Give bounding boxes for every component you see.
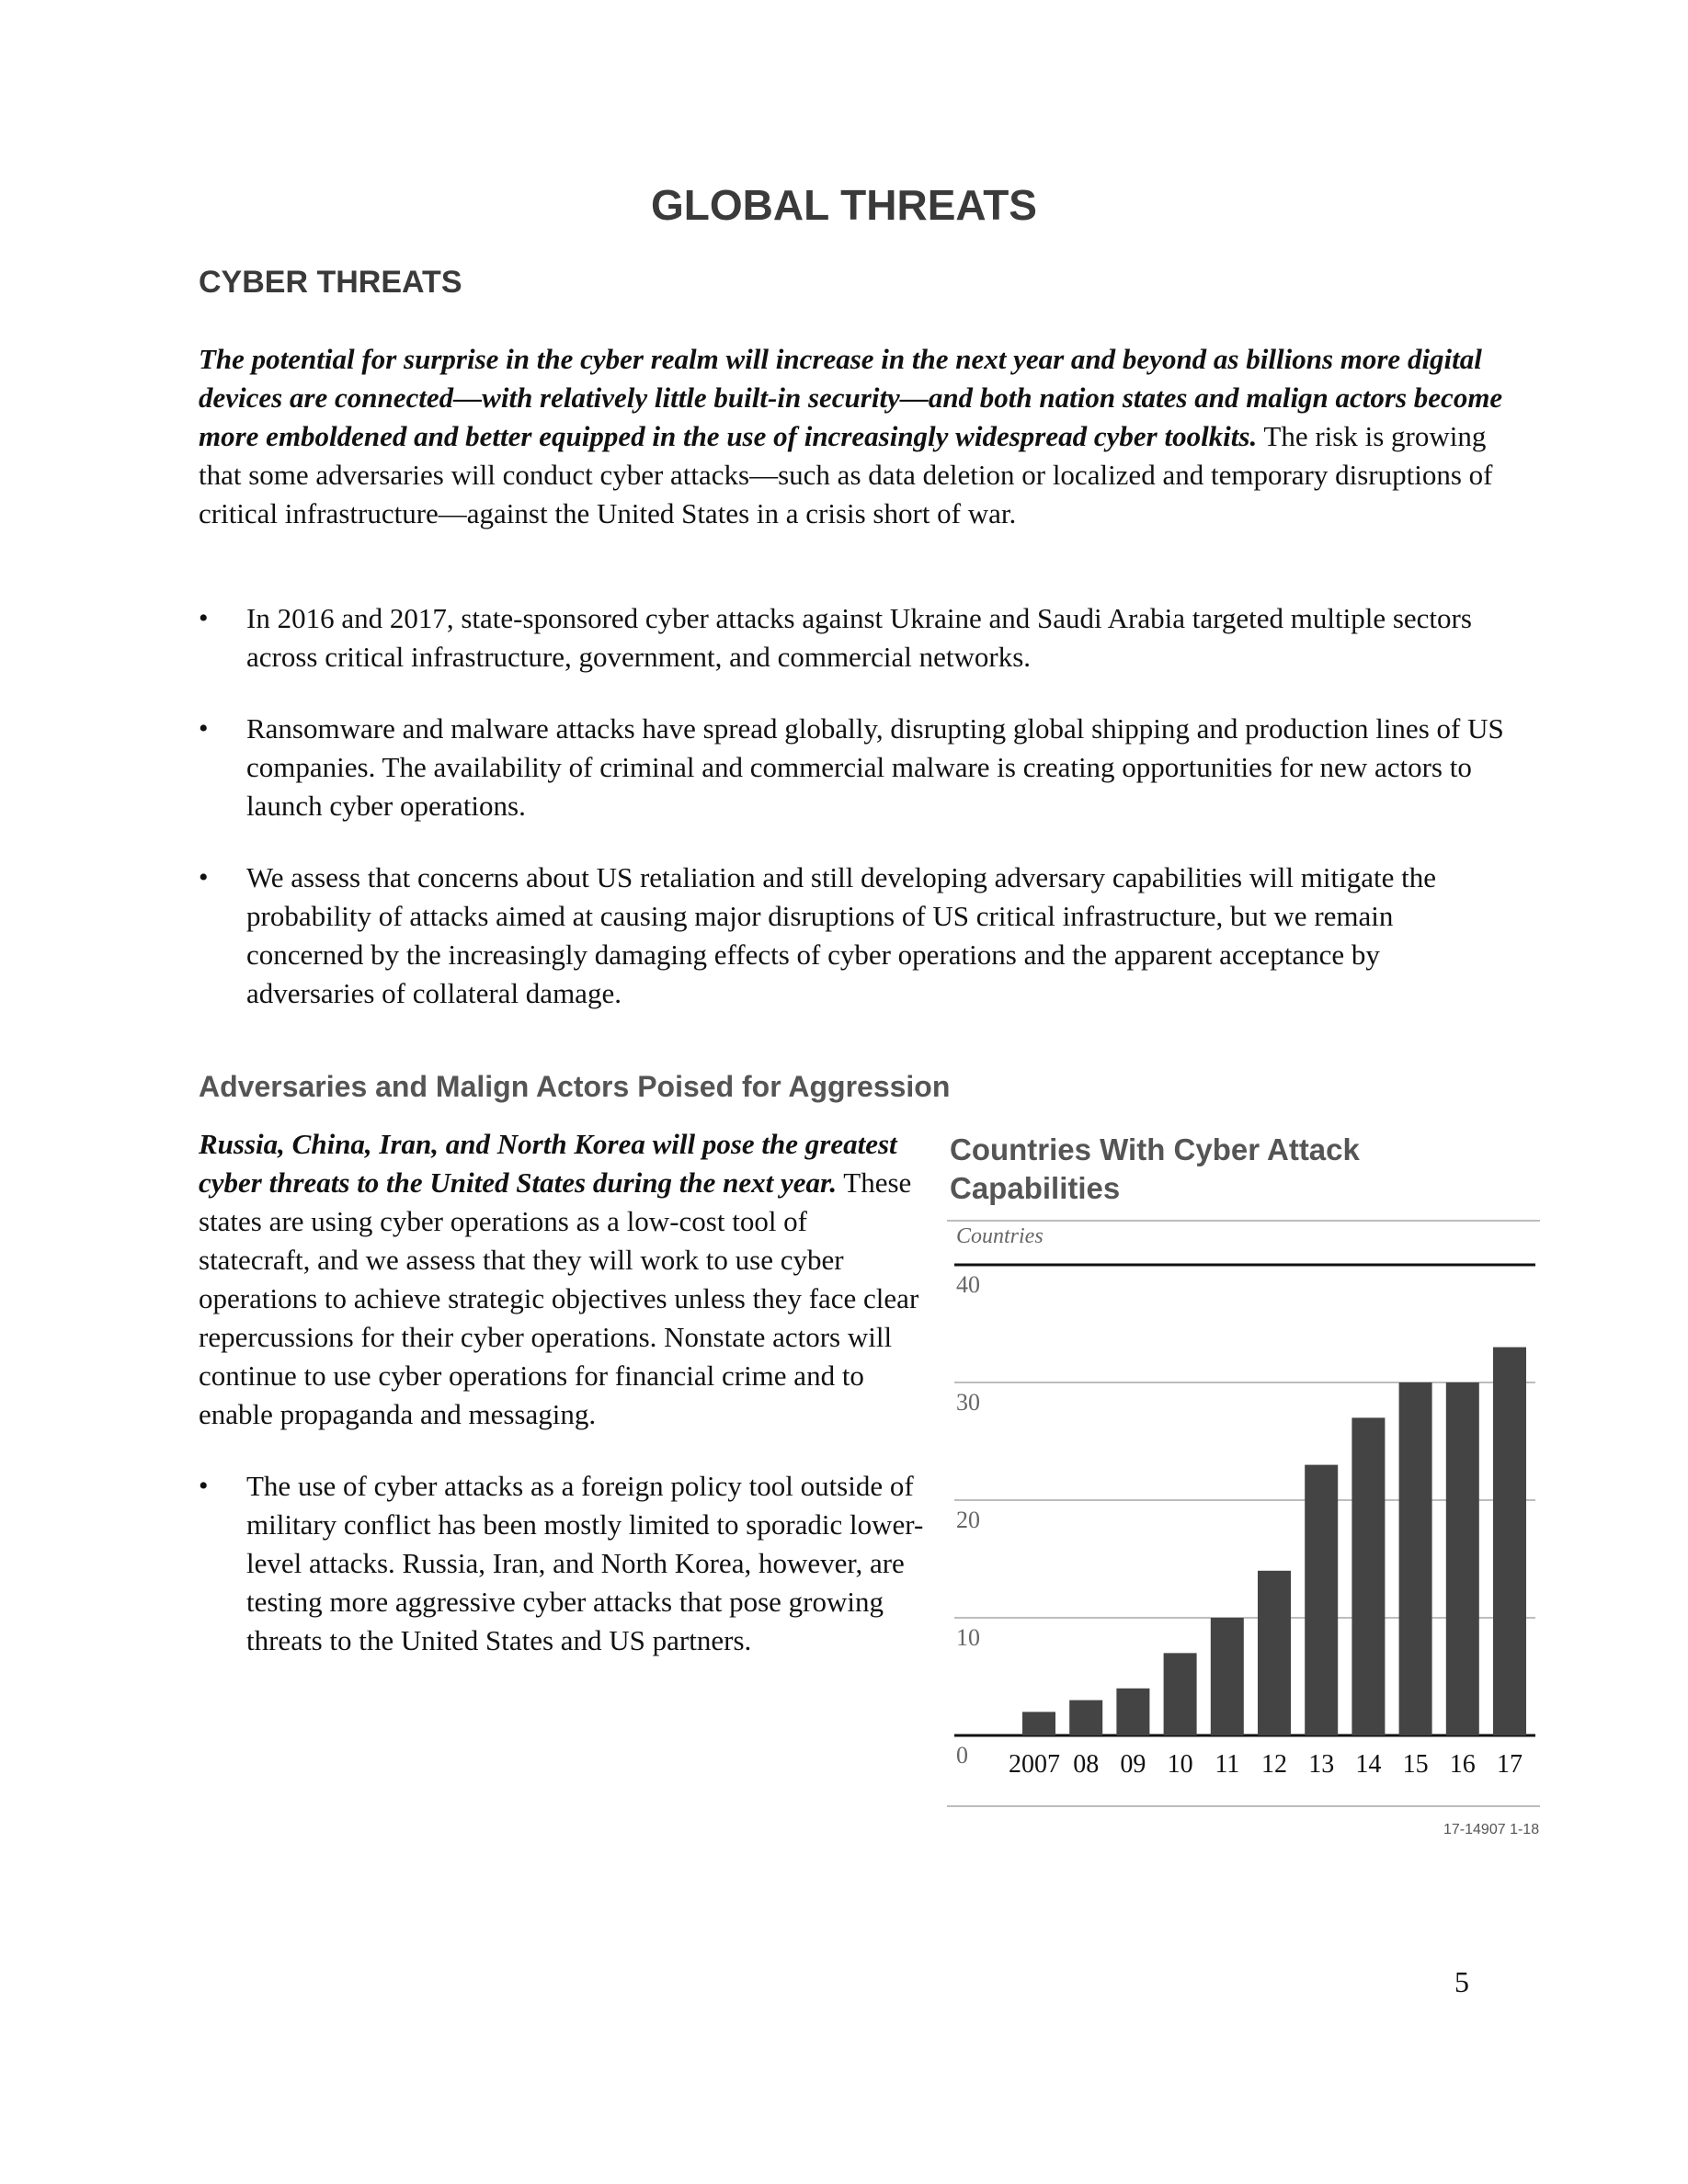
bullet-item: • We assess that concerns about US retaliation and still developing adversary capabilities will mitigate the probability of attacks aimed at causing major disruptions of US critical infrastructure, but we remain concerned by the increasingly damaging effects of cyber operations and the apparent acceptance by adversaries of collateral damage. <box>199 859 1504 1013</box>
x-tick-label: 11 <box>1215 1750 1240 1779</box>
cyber-capabilities-chart <box>947 1131 1545 1848</box>
bar <box>1305 1465 1338 1735</box>
y-tick-label: 0 <box>956 1742 968 1769</box>
bar <box>1258 1571 1291 1735</box>
intro-paragraph <box>199 340 1504 533</box>
bar <box>1399 1382 1432 1735</box>
chart-svg <box>947 1131 1545 1848</box>
chart-code: 17-14907 1-18 <box>1443 1822 1540 1837</box>
bar <box>1022 1712 1055 1735</box>
intro-body: The risk is growing that some adversaries will conduct cyber attacks—such as data deletion or localized and temporary disruptions of critical infrastructure—against the United States in a crisis short of war. <box>199 420 1493 529</box>
x-tick-label: 15 <box>1402 1750 1429 1779</box>
page-number: 5 <box>1454 1965 1469 1998</box>
bullet-item: • The use of cyber attacks as a foreign policy tool outside of military conflict has been mostly limited to sporadic lower-level attacks. Russia, Iran, and North Korea, however, are testing more aggressive cyber attacks that pose growing threats to the United States and US partners. <box>199 1467 925 1660</box>
section-title: CYBER THREATS <box>199 265 462 300</box>
bar <box>1446 1382 1479 1735</box>
bullet-item: • In 2016 and 2017, state-sponsored cyber attacks against Ukraine and Saudi Arabia targeted multiple sectors across critical infrastructure, government, and commercial networks. <box>199 599 1504 677</box>
threat-bullet-list <box>199 599 1504 1046</box>
chart-title: Countries With Cyber Attack Capabilities <box>950 1132 1360 1205</box>
bar <box>1352 1417 1385 1735</box>
bar <box>1164 1653 1197 1735</box>
bar <box>1493 1348 1526 1735</box>
y-tick-label: 20 <box>956 1507 980 1533</box>
y-tick-label: 10 <box>956 1624 980 1651</box>
intro-lead-sentence: The potential for surprise in the cyber realm will increase in the next year and beyond as billions more digital devices are connected—with relatively little built-in security—and both nation states and malign actors become more emboldened and better equipped in the use of increasingly widespread cyber toolkits. <box>199 343 1503 452</box>
x-tick-label: 09 <box>1120 1750 1146 1779</box>
adversaries-lead-sentence: Russia, China, Iran, and North Korea will pose the greatest cyber threats to the United States during the next year. <box>199 1128 897 1199</box>
bar <box>1069 1701 1102 1735</box>
bar <box>1116 1689 1149 1735</box>
y-tick-label: 30 <box>956 1389 980 1416</box>
x-tick-label: 12 <box>1261 1750 1287 1779</box>
x-tick-label: 14 <box>1355 1750 1382 1779</box>
x-tick-label: 08 <box>1073 1750 1100 1779</box>
x-tick-label: 2007 <box>1009 1750 1060 1779</box>
page-title: GLOBAL THREATS <box>651 181 1037 229</box>
y-axis-label: Countries <box>956 1224 1044 1248</box>
bar <box>1211 1618 1244 1735</box>
adversaries-heading: Adversaries and Malign Actors Poised for Aggression <box>199 1070 951 1103</box>
x-tick-label: 17 <box>1497 1750 1523 1779</box>
adversaries-column <box>199 1125 925 1660</box>
adversaries-bullet-list <box>199 1467 925 1660</box>
x-tick-label: 16 <box>1449 1750 1476 1779</box>
x-tick-label: 10 <box>1167 1750 1193 1779</box>
y-tick-label: 40 <box>956 1271 980 1298</box>
adversaries-paragraph <box>199 1125 925 1434</box>
x-tick-label: 13 <box>1308 1750 1335 1779</box>
adversaries-body: These states are using cyber operations as a low-cost tool of statecraft, and we assess that they will work to use cyber operations to achieve strategic objectives unless they face clear repercussions for their cyber operations. Nonstate actors will continue to use cyber operations for financial crime and to enable propaganda and messaging. <box>199 1166 919 1430</box>
bullet-item: • Ransomware and malware attacks have spread globally, disrupting global shipping and production lines of US companies. The availability of criminal and commercial malware is creating opportunities for new actors to launch cyber operations. <box>199 710 1504 825</box>
